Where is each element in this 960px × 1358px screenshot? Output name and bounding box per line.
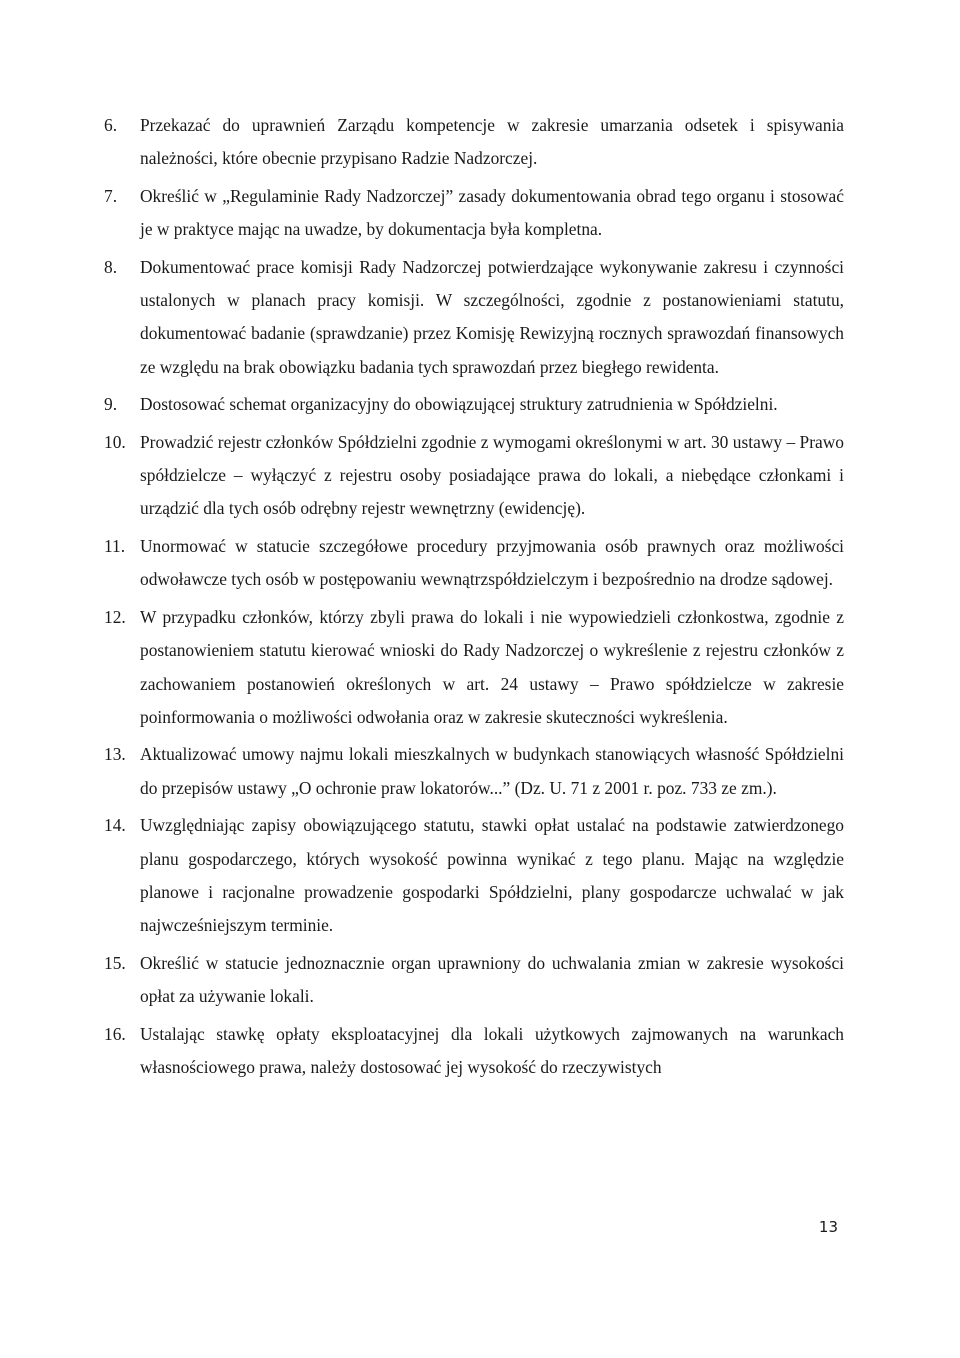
list-item bbox=[104, 530, 844, 597]
item-text: Przekazać do uprawnień Zarządu kompetencje w zakresie umarzania odsetek i spisywania należności, które obecnie przypisano Radzie Nadzorczej. bbox=[140, 115, 844, 169]
list-item bbox=[104, 180, 844, 247]
list-item bbox=[104, 1018, 844, 1085]
item-number: 7. bbox=[104, 185, 118, 206]
list-item bbox=[104, 601, 844, 735]
list-item bbox=[104, 738, 844, 805]
list-item bbox=[104, 251, 844, 385]
page-number: 13 bbox=[818, 1218, 838, 1236]
list-item bbox=[104, 388, 844, 421]
list-item bbox=[104, 109, 844, 176]
item-number: 14. bbox=[104, 815, 126, 836]
list-item bbox=[104, 809, 844, 943]
item-text: Ustalając stawkę opłaty eksploatacyjnej dla lokali użytkowych zajmowanych na warunkach własnościowego prawa, należy dostosować jej wysokość do rzeczywistych bbox=[140, 1023, 844, 1077]
item-number: 11. bbox=[104, 535, 126, 556]
item-number: 10. bbox=[104, 431, 126, 452]
list-item bbox=[104, 426, 844, 526]
item-number: 6. bbox=[104, 115, 118, 135]
item-text: Dostosować schemat organizacyjny do obowiązującej struktury zatrudnienia w Spółdzielni. bbox=[140, 394, 778, 415]
list-item bbox=[104, 947, 844, 1014]
item-number: 8. bbox=[104, 256, 118, 277]
item-text: Uwzględniając zapisy obowiązującego statutu, stawki opłat ustalać na podstawie zatwierdzonego planu gospodarczego, których wysokość powinna wynikać z tego planu. Mając na względzie planowe i racjonalne prowadzenie gospodarki Spółdzielni, plany gospodarcze uchwalać w jak najwcześniejszym terminie. bbox=[140, 815, 844, 936]
item-number: 16. bbox=[104, 1023, 126, 1044]
item-text: Dokumentować prace komisji Rady Nadzorczej potwierdzające wykonywanie zakresu i czynności ustalonych w planach pracy komisji. W szczególności, zgodnie z postanowieniami statutu, dokumentować badanie (sprawdzanie) przez Komisję Rewizyjną rocznych sprawozdań finansowych ze względu na brak obowiązku badania tych sprawozdań przez biegłego rewidenta. bbox=[140, 256, 844, 377]
recommendations-list bbox=[104, 109, 844, 1088]
item-text: Prowadzić rejestr członków Spółdzielni zgodnie z wymogami określonymi w art. 30 ustawy – Prawo spółdzielcze – wyłączyć z rejestru osoby posiadające prawa do lokali, a niebędące członkami i urządzić dla tych osób odrębny rejestr wewnętrzny (ewidencję). bbox=[140, 431, 844, 519]
item-text: W przypadku członków, którzy zbyli prawa do lokali i nie wypowiedzieli członkostwa, zgodnie z postanowieniem statutu kierować wnioski do Rady Nadzorczej o wykreślenie z rejestru członków z zachowaniem postanowień określonych w art. 24 ustawy – Prawo spółdzielcze w zakresie poinformowania o możliwości odwołania oraz w zakresie skuteczności wykreślenia. bbox=[140, 606, 844, 727]
item-text: Aktualizować umowy najmu lokali mieszkalnych w budynkach stanowiących własność Spółdzielni do przepisów ustawy „O ochronie praw lokatorów...” (Dz. U. 71 z 2001 r. poz. 733 ze zm.). bbox=[140, 744, 844, 798]
item-number: 15. bbox=[104, 952, 126, 973]
item-number: 12. bbox=[104, 606, 126, 627]
item-number: 13. bbox=[104, 744, 126, 765]
item-text: Określić w statucie jednoznacznie organ uprawniony do uchwalania zmian w zakresie wysokości opłat za używanie lokali. bbox=[140, 952, 844, 1007]
item-number: 9. bbox=[104, 394, 118, 415]
item-text: Określić w „Regulaminie Rady Nadzorczej” zasady dokumentowania obrad tego organu i stosować je w praktyce mając na uwadze, by dokumentacja była kompletna. bbox=[140, 185, 844, 240]
item-text: Unormować w statucie szczegółowe procedury przyjmowania osób prawnych oraz możliwości odwoławcze tych osób w postępowaniu wewnątrzspółdzielczym i bezpośrednio na drodze sądowej. bbox=[140, 535, 844, 590]
